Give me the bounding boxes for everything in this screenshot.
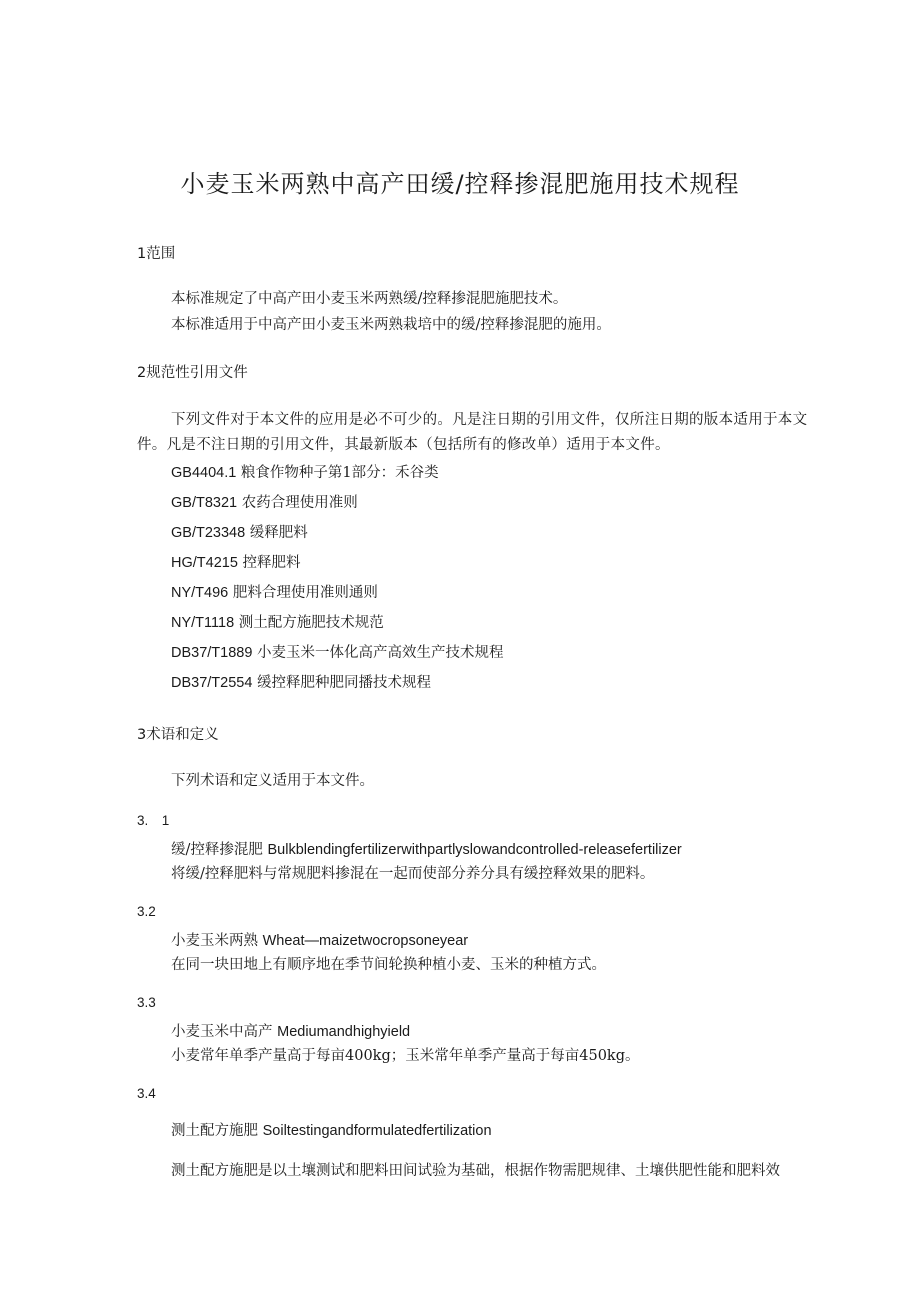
- terms-intro-paragraph: 下列术语和定义适用于本文件。: [171, 773, 374, 789]
- normative-intro-paragraph: 下列文件对于本文件的应用是必不可少的。凡是注日期的引用文件，仅所注日期的版本适用于本文件。凡是不注日期的引用文件，其最新版本（包括所有的修改单）适用于本文件。: [137, 412, 808, 453]
- reference-item: [171, 526, 308, 541]
- reference-item: [171, 676, 431, 691]
- scope-paragraph-2: 本标准适用于中高产田小麦玉米两熟栽培中的缓/控释掺混肥的施用。: [171, 317, 611, 333]
- reference-code: GB4404.1: [171, 465, 237, 481]
- reference-code: GB/T23348: [171, 525, 246, 541]
- reference-title: 粮食作物种子第1部分：禾谷类: [240, 465, 439, 481]
- term-name: [171, 1025, 410, 1040]
- reference-title: 小麦玉米一体化高产高效生产技术规程: [257, 645, 504, 661]
- term-number: 3.3: [137, 995, 156, 1010]
- term-name-cn: 缓/控释掺混肥: [171, 842, 263, 858]
- term-name-cn: 小麦玉米中高产: [171, 1024, 273, 1040]
- reference-code: HG/T4215: [171, 555, 238, 571]
- term-definition: 在同一块田地上有顺序地在季节间轮换种植小麦、玉米的种植方式。: [171, 957, 606, 973]
- reference-code: NY/T496: [171, 585, 229, 601]
- section-heading-terms: 3术语和定义: [137, 727, 219, 743]
- term-name-en: Mediumandhighyield: [277, 1024, 411, 1040]
- term-number: 3.4: [137, 1086, 156, 1101]
- reference-title: 缓释肥料: [249, 525, 308, 541]
- term-definition: 将缓/控释肥料与常规肥料掺混在一起而使部分养分具有缓控释效果的肥料。: [171, 866, 655, 882]
- reference-title: 农药合理使用准则: [241, 495, 358, 511]
- term-name-cn: 测土配方施肥: [171, 1123, 258, 1139]
- term-name: [171, 843, 682, 858]
- reference-code: GB/T8321: [171, 495, 238, 511]
- section-heading-normative: 2规范性引用文件: [137, 365, 248, 381]
- reference-item: [171, 496, 358, 511]
- term-number: 3.2: [137, 904, 156, 919]
- reference-title: 测土配方施肥技术规范: [238, 615, 384, 631]
- scope-paragraph-1: 本标准规定了中高产田小麦玉米两熟缓/控释掺混肥施肥技术。: [171, 291, 568, 307]
- reference-code: DB37/T1889: [171, 645, 253, 661]
- reference-title: 肥料合理使用准则通则: [232, 585, 378, 601]
- reference-item: [171, 616, 384, 631]
- term-definition: 测土配方施肥是以土壤测试和肥料田间试验为基础，根据作物需肥规律、土壤供肥性能和肥料效: [171, 1163, 780, 1179]
- reference-code: NY/T1118: [171, 615, 235, 631]
- reference-item: [171, 466, 439, 481]
- term-name-en: Bulkblendingfertilizerwithpartlyslowandcontrolled-releasefertilizer: [267, 842, 682, 858]
- term-number: 3. 1: [137, 813, 170, 828]
- term-definition: 小麦常年单季产量高于每亩400kg；玉米常年单季产量高于每亩450kg。: [171, 1048, 640, 1064]
- document-title: 小麦玉米两熟中高产田缓/控释掺混肥施用技术规程: [180, 170, 740, 198]
- reference-item: [171, 646, 504, 661]
- term-name: [171, 934, 468, 949]
- reference-code: DB37/T2554: [171, 675, 253, 691]
- reference-title: 控释肥料: [242, 555, 301, 571]
- section-heading-scope: 1范围: [137, 246, 176, 262]
- term-name: [171, 1124, 492, 1139]
- term-name-en: Wheat—maizetwocropsoneyear: [262, 933, 469, 949]
- term-name-cn: 小麦玉米两熟: [171, 933, 258, 949]
- reference-item: [171, 586, 378, 601]
- reference-title: 缓控释肥种肥同播技术规程: [257, 675, 432, 691]
- reference-item: [171, 556, 301, 571]
- term-name-en: Soiltestingandformulatedfertilization: [262, 1123, 492, 1139]
